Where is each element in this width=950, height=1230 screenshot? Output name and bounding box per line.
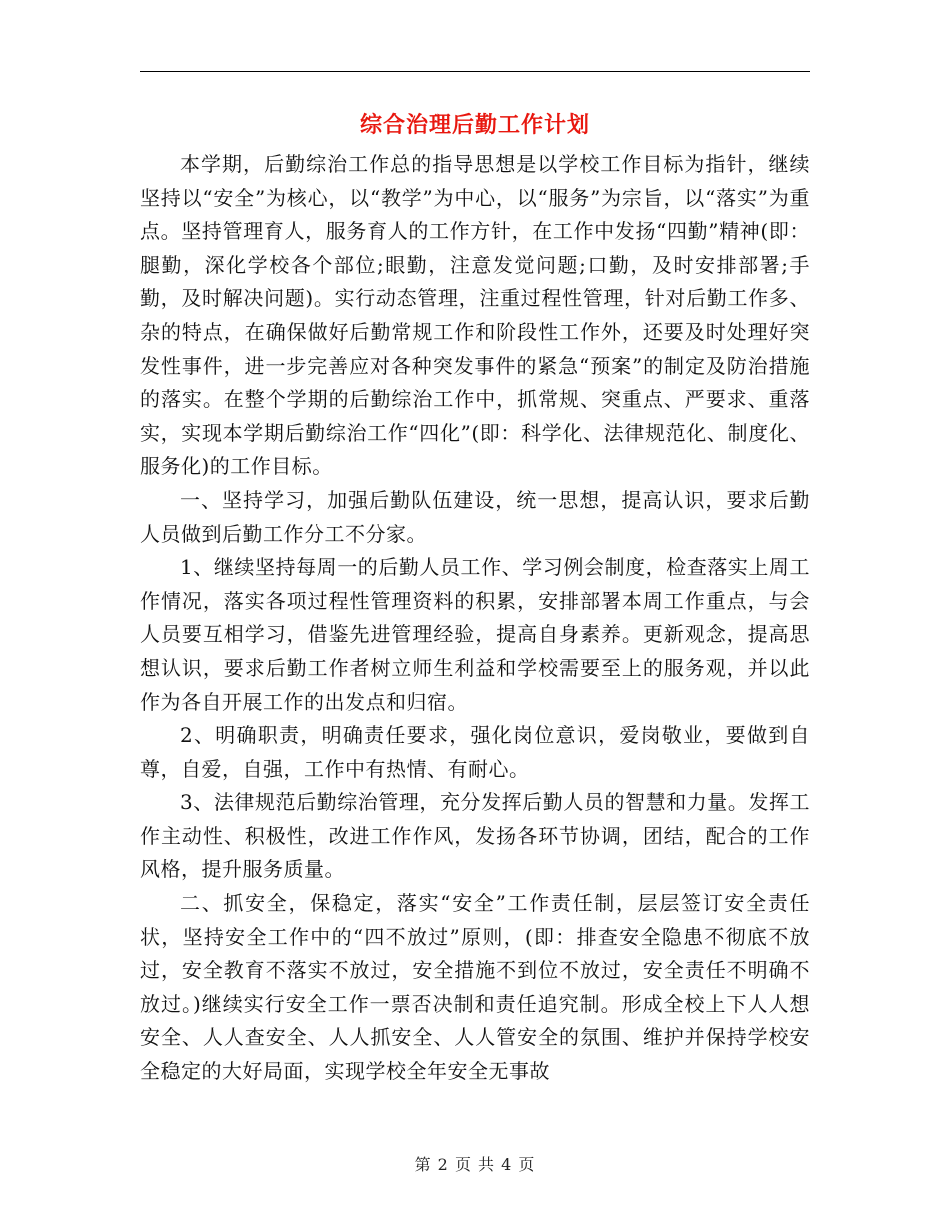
paragraph-section-1: 一、坚持学习，加强后勤队伍建设，统一思想，提高认识，要求后勤人员做到后勤工作分工不分家。 [140,487,810,546]
paragraph-item-3: 3、法律规范后勤综治管理，充分发挥后勤人员的智慧和力量。发挥工作主动性、积极性，改进工作作风，发扬各环节协调，团结，配合的工作风格，提升服务质量。 [140,790,810,882]
paragraph-item-1: 1、继续坚持每周一的后勤人员工作、学习例会制度，检查落实上周工作情况，落实各项过程性管理资料的积累，安排部署本周工作重点，与会人员要互相学习，借鉴先进管理经验，提高自身素养。更新观念，提高思想认识，要求后勤工作者树立师生利益和学校需要至上的服务观，并以此作为各自开展工作的出发点和归宿。 [140,555,810,714]
document-body [140,148,810,1089]
paragraph-item-2: 2、明确职责，明确责任要求，强化岗位意识，爱岗敬业，要做到自尊，自爱，自强，工作中有热情、有耐心。 [140,723,810,781]
paragraph-intro: 本学期，后勤综治工作总的指导思想是以学校工作目标为指针，继续坚持以“安全”为核心，以“教学”为中心，以“服务”为宗旨，以“落实”为重点。坚持管理育人，服务育人的工作方针，在工作中发扬“四勤”精神(即：腿勤，深化学校各个部位;眼勤，注意发觉问题;口勤，及时安排部署;手勤，及时解决问题)。实行动态管理，注重过程性管理，针对后勤工作多、杂的特点，在确保做好后勤常规工作和阶段性工作外，还要及时处理好突发性事件，进一步完善应对各种突发事件的紧急“预案”的制定及防治措施的落实。在整个学期的后勤综治工作中，抓常规、突重点、严要求、重落实，实现本学期后勤综治工作“四化”(即：科学化、法律规范化、制度化、服务化)的工作目标。 [140,152,810,479]
paragraph-section-2: 二、抓安全，保稳定，落实“安全”工作责任制，层层签订安全责任状，坚持安全工作中的“四不放过”原则，(即：排查安全隐患不彻底不放过，安全教育不落实不放过，安全措施不到位不放过，安全责任不明确不放过。)继续实行安全工作一票否决制和责任追究制。形成全校上下人人想安全、人人查安全、人人抓安全、人人管安全的氛围、维护并保持学校安全稳定的大好局面，实现学校全年安全无事故 [140,891,810,1084]
header-rule [140,71,810,72]
page-number-footer: 第 2 页 共 4 页 [414,1155,536,1174]
document-title: 综合治理后勤工作计划 [359,112,590,138]
